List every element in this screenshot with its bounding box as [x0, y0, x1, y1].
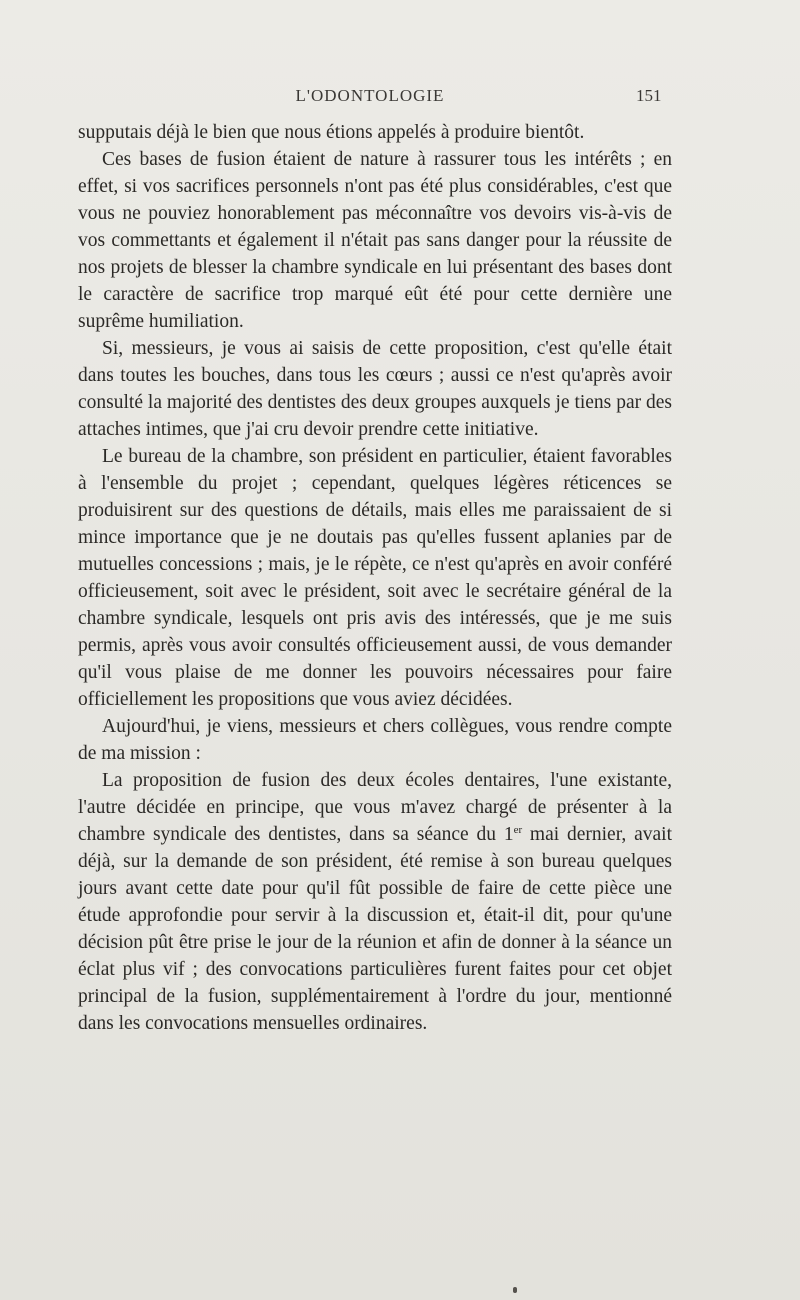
paragraph-bureau: Le bureau de la chambre, son président en particulier, étaient favorables à l'ensemble du projet ; cependant, quelques légères réticences se produisirent sur des questions de détails, mais elles me paraissaient de si mince importance que je ne doutais pas qu'elles fussent aplanies par de mutuelles concessions ; mais, je le répète, ce n'est qu'après en avoir conféré officieusement, soit avec le président, soit avec le secrétaire général de la chambre syndicale, lesquels ont pris avis des intéressés, que je me suis permis, après vous avoir consultés officieusement aussi, de vous demander qu'il vous plaise de me donner les pouvoirs nécessaires pour faire officiellement les propositions que vous aviez décidées.: [78, 446, 672, 710]
page-number: 151: [636, 86, 662, 105]
paragraph-initiative: Si, messieurs, je vous ai saisis de cette proposition, c'est qu'elle était dans toutes les bouches, dans tous les cœurs ; aussi ce n'est qu'après avoir consulté la majorité des dentistes des deux groupes auxquels je tiens par des attaches intimes, que j'ai cru devoir prendre cette initiative.: [78, 338, 672, 440]
running-head: [0, 86, 800, 110]
paragraph-continuation: supputais déjà le bien que nous étions appelés à produire bientôt.: [78, 122, 585, 143]
paragraph-mission-report: Aujourd'hui, je viens, messieurs et chers collègues, vous rendre compte de ma mission :: [78, 716, 672, 764]
proposal-text-after: mai dernier, avait déjà, sur la demande de son président, été remise à son bureau quelques jours avant cette date pour qu'il fût possible de faire de cette pièce une étude approfondie pour servir à la discussion et, était-il dit, pour qu'une décision pût être prise le jour de la réunion et afin de donner à la séance un éclat plus vif ; des convocations particulières furent faites pour cet objet principal de la fusion, supplémentairement à l'ordre du jour, mentionné dans les convocations mensuelles ordinaires.: [78, 824, 672, 1034]
proposal-text-before: La proposition de fusion des deux écoles dentaires, l'une existante, l'autre décidée en principe, que vous m'avez chargé de présenter à la chambre syndicale des dentistes, dans sa séance du: [78, 770, 672, 845]
journal-title: L'ODONTOLOGIE: [295, 86, 445, 105]
paragraph-proposal: [78, 767, 672, 1037]
ordinal-number: 1: [503, 824, 514, 845]
print-speck: [513, 1287, 517, 1293]
ordinal-suffix: er: [513, 824, 523, 836]
body-text: [78, 119, 672, 1037]
paragraph-fusion-bases: Ces bases de fusion étaient de nature à rassurer tous les intérêts ; en effet, si vos sacrifices personnels n'ont pas été plus considérables, c'est que vous ne pouviez honorablement pas méconnaître vos devoirs vis-à-vis de vos commettants et également il n'était pas sans danger pour la réussite de nos projets de blesser la chambre syndicale en lui présentant des bases dont le caractère de sacrifice trop marqué eût été pour cette dernière une suprême humiliation.: [78, 149, 672, 332]
